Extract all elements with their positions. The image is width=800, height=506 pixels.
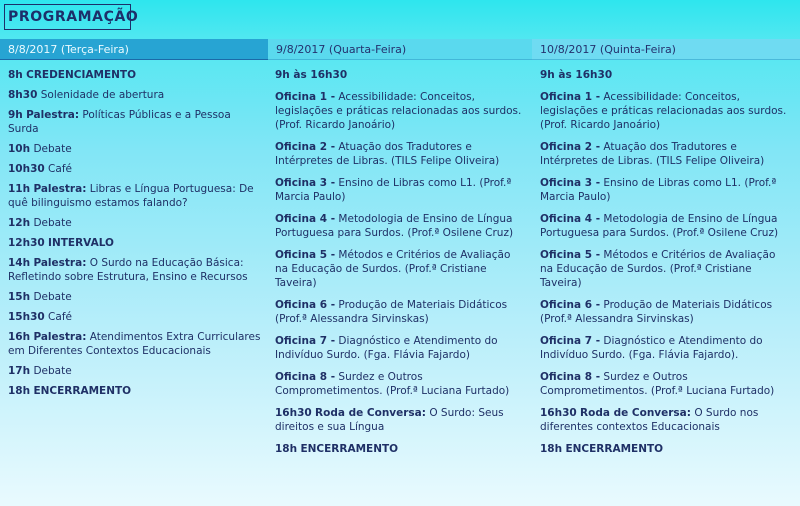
- schedule-entry: [8, 290, 263, 304]
- schedule-entry: [275, 212, 525, 240]
- entry-text: Café: [48, 163, 72, 175]
- entry-bold: Palestra:: [26, 109, 80, 121]
- entry-time: 16h30: [540, 407, 577, 419]
- schedule-entry: [275, 140, 525, 168]
- entry-bold: Oficina 3 -: [275, 177, 336, 189]
- entry-text: Atendimentos Extra Curriculares em Diferentes Contextos Educacionais: [8, 331, 261, 357]
- entry-bold: Palestra:: [33, 183, 87, 195]
- entry-text: Diagnóstico e Atendimento do Indivíduo Surdo. (Fga. Flávia Fajardo): [275, 335, 498, 361]
- day-header-1: 8/8/2017 (Terça-Feira): [0, 39, 268, 60]
- entry-text: Produção de Materiais Didáticos (Prof.ª Alessandra Sirvinskas): [540, 299, 773, 325]
- entry-time: 8h30: [8, 89, 38, 101]
- entry-text: Métodos e Critérios de Avaliação na Educação de Surdos. (Prof.ª Cristiane Taveira): [540, 249, 776, 289]
- entry-bold: Roda de Conversa:: [315, 407, 426, 419]
- entry-bold: ENCERRAMENTO: [33, 385, 132, 397]
- entry-text: O Surdo: Seus direitos e sua Língua: [275, 407, 504, 433]
- entry-text: Metodologia de Ensino de Língua Portuguesa para Surdos. (Prof.ª Osilene Cruz): [540, 213, 779, 239]
- entry-bold: Palestra:: [33, 257, 87, 269]
- entry-text: Debate: [33, 365, 72, 377]
- entry-bold: ENCERRAMENTO: [300, 443, 399, 455]
- schedule-entry: [8, 330, 263, 358]
- schedule-entry: [8, 108, 263, 136]
- entry-text: Debate: [33, 291, 72, 303]
- entry-bold: Oficina 2 -: [540, 141, 601, 153]
- day-header-2: 9/8/2017 (Quarta-Feira): [268, 39, 532, 60]
- page-title: PROGRAMAÇÃO: [8, 9, 139, 25]
- entry-bold: Oficina 1 -: [275, 91, 336, 103]
- entry-time: 9h às 16h30: [540, 69, 613, 81]
- schedule-entry: [8, 88, 263, 102]
- day-header-3: 10/8/2017 (Quinta-Feira): [532, 39, 800, 60]
- entry-bold: Oficina 8 -: [275, 371, 336, 383]
- schedule-entry: [275, 68, 525, 82]
- entry-text: Acessibilidade: Conceitos, legislações e práticas relacionadas aos surdos. (Prof. Ricardo Janoário): [275, 91, 522, 131]
- entry-bold: Palestra:: [33, 331, 87, 343]
- entry-bold: Oficina 8 -: [540, 371, 601, 383]
- entry-time: 15h30: [8, 311, 45, 323]
- schedule-entry: [8, 256, 263, 284]
- entry-text: Metodologia de Ensino de Língua Portuguesa para Surdos. (Prof.ª Osilene Cruz): [275, 213, 514, 239]
- schedule-entry: [540, 176, 790, 204]
- entry-time: 18h: [540, 443, 563, 455]
- schedule-entry: [275, 442, 525, 456]
- entry-time: 17h: [8, 365, 31, 377]
- entry-text: Atuação dos Tradutores e Intérpretes de Libras. (TILS Felipe Oliveira): [275, 141, 500, 167]
- schedule-entry: [275, 176, 525, 204]
- entry-time: 12h: [8, 217, 31, 229]
- schedule-entry: [275, 248, 525, 290]
- schedule-entry: [540, 68, 790, 82]
- entry-bold: Oficina 7 -: [540, 335, 601, 347]
- schedule-entry: [8, 384, 263, 398]
- schedule-entry: [275, 334, 525, 362]
- entry-time: 10h: [8, 143, 31, 155]
- entry-bold: Oficina 4 -: [540, 213, 601, 225]
- schedule-column-day-3: [540, 68, 790, 464]
- schedule-entry: [540, 406, 790, 434]
- schedule-column-day-2: [275, 68, 525, 464]
- entry-bold: Oficina 5 -: [275, 249, 336, 261]
- entry-text: Café: [48, 311, 72, 323]
- schedule-entry: [275, 406, 525, 434]
- entry-time: 9h: [8, 109, 23, 121]
- entry-bold: Oficina 6 -: [275, 299, 336, 311]
- entry-text: Debate: [33, 143, 72, 155]
- entry-text: Ensino de Libras como L1. (Prof.ª Marcia Paulo): [540, 177, 777, 203]
- entry-time: 18h: [275, 443, 298, 455]
- entry-time: 15h: [8, 291, 31, 303]
- schedule-entry: [8, 68, 263, 82]
- entry-bold: ENCERRAMENTO: [565, 443, 664, 455]
- entry-time: 14h: [8, 257, 31, 269]
- entry-bold: Oficina 1 -: [540, 91, 601, 103]
- entry-bold: INTERVALO: [48, 237, 114, 249]
- entry-text: Diagnóstico e Atendimento do Indivíduo Surdo. (Fga. Flávia Fajardo).: [540, 335, 763, 361]
- entry-time: 18h: [8, 385, 31, 397]
- entry-time: 8h: [8, 69, 23, 81]
- entry-bold: Oficina 7 -: [275, 335, 336, 347]
- schedule-entry: [8, 162, 263, 176]
- schedule-column-day-1: [8, 68, 263, 404]
- entry-time: 11h: [8, 183, 31, 195]
- entry-time: 10h30: [8, 163, 45, 175]
- entry-bold: Oficina 3 -: [540, 177, 601, 189]
- schedule-entry: [540, 334, 790, 362]
- entry-text: Políticas Públicas e a Pessoa Surda: [8, 109, 231, 135]
- schedule-entry: [8, 236, 263, 250]
- schedule-entry: [540, 248, 790, 290]
- entry-text: Solenidade de abertura: [40, 89, 165, 101]
- schedule-entry: [8, 182, 263, 210]
- entry-time: 16h: [8, 331, 31, 343]
- entry-time: 16h30: [275, 407, 312, 419]
- entry-text: Acessibilidade: Conceitos, legislações e práticas relacionadas aos surdos. (Prof. Ricardo Janoário): [540, 91, 787, 131]
- schedule-entry: [540, 212, 790, 240]
- schedule-entry: [540, 370, 790, 398]
- entry-text: Surdez e Outros Comprometimentos. (Prof.ª Luciana Furtado): [275, 371, 510, 397]
- entry-bold: Oficina 5 -: [540, 249, 601, 261]
- entry-text: Ensino de Libras como L1. (Prof.ª Marcia Paulo): [275, 177, 512, 203]
- entry-text: O Surdo nos diferentes contextos Educacionais: [540, 407, 759, 433]
- entry-time: 12h30: [8, 237, 45, 249]
- schedule-entry: [275, 370, 525, 398]
- entry-time: 9h às 16h30: [275, 69, 348, 81]
- schedule-entry: [540, 298, 790, 326]
- entry-text: Produção de Materiais Didáticos (Prof.ª Alessandra Sirvinskas): [275, 299, 508, 325]
- entry-text: Libras e Língua Portuguesa: De quê bilinguismo estamos falando?: [8, 183, 254, 209]
- entry-bold: Roda de Conversa:: [580, 407, 691, 419]
- schedule-entry: [8, 364, 263, 378]
- entry-bold: Oficina 4 -: [275, 213, 336, 225]
- schedule-entry: [8, 310, 263, 324]
- entry-text: Atuação dos Tradutores e Intérpretes de Libras. (TILS Felipe Oliveira): [540, 141, 765, 167]
- schedule-entry: [540, 442, 790, 456]
- entry-text: Surdez e Outros Comprometimentos. (Prof.ª Luciana Furtado): [540, 371, 775, 397]
- schedule-entry: [275, 298, 525, 326]
- schedule-entry: [540, 140, 790, 168]
- entry-text: Métodos e Critérios de Avaliação na Educação de Surdos. (Prof.ª Cristiane Taveira): [275, 249, 511, 289]
- entry-text: Debate: [33, 217, 72, 229]
- entry-text: O Surdo na Educação Básica: Refletindo sobre Estrutura, Ensino e Recursos: [8, 257, 248, 283]
- entry-bold: Oficina 2 -: [275, 141, 336, 153]
- entry-bold: Oficina 6 -: [540, 299, 601, 311]
- schedule-entry: [540, 90, 790, 132]
- schedule-entry: [275, 90, 525, 132]
- entry-bold: CREDENCIAMENTO: [26, 69, 137, 81]
- schedule-entry: [8, 216, 263, 230]
- schedule-entry: [8, 142, 263, 156]
